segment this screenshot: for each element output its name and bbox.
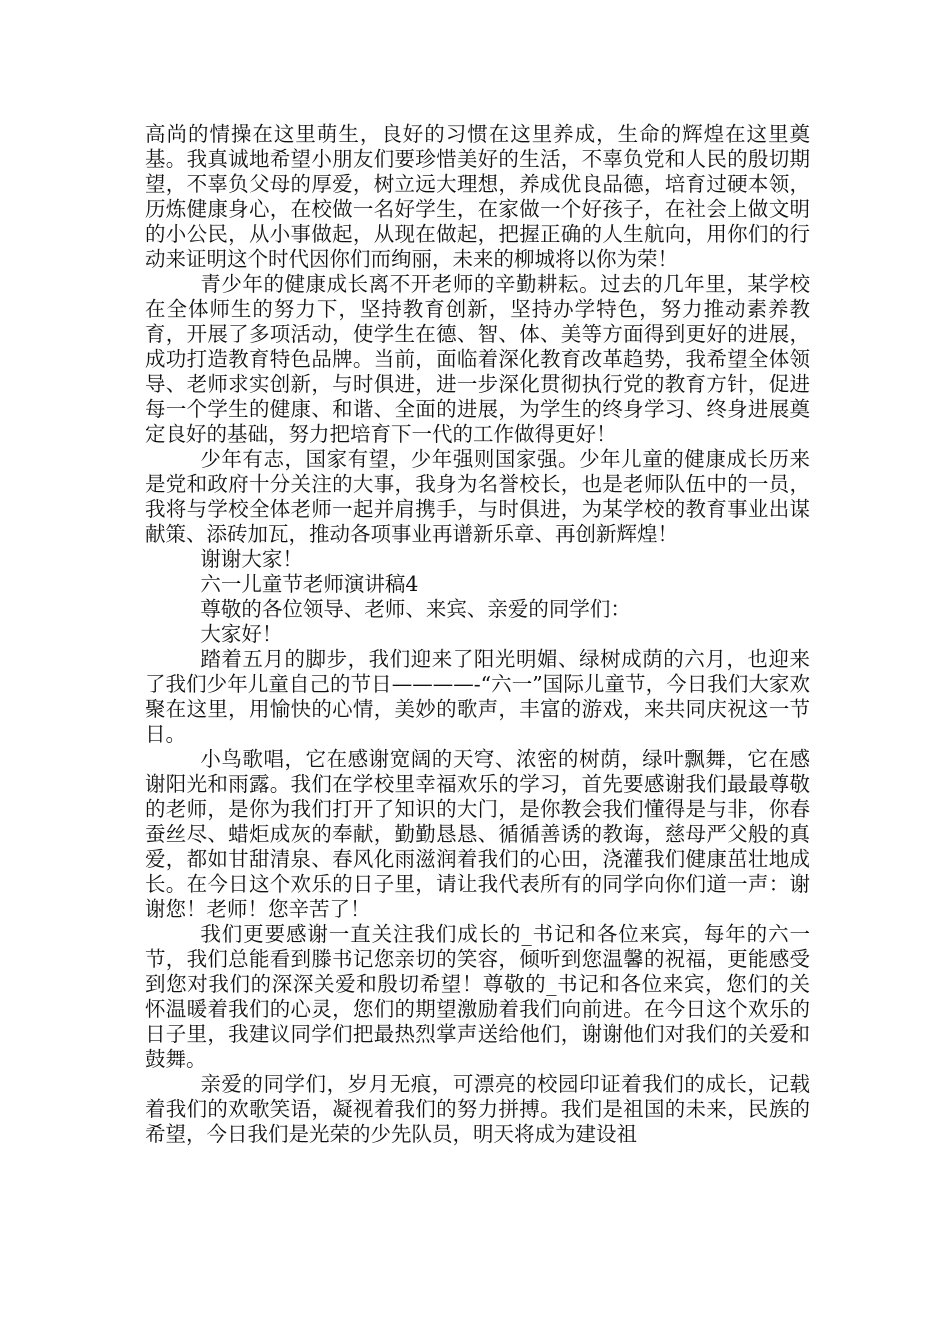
section-title: 六一儿童节老师演讲稿4 [200, 572, 419, 596]
paragraph-june: 踏着五月的脚步，我们迎来了阳光明媚、绿树成荫的六月，也迎来了我们少年儿童自己的节日————-“六一”国际儿童节，今日我们大家欢聚在这里，用愉快的心情，美妙的歌声，丰富的游戏，来共同庆祝这一节日。 [145, 647, 810, 746]
paragraph-birds: 小鸟歌唱，它在感谢宽阔的天穹、浓密的树荫，绿叶飘舞，它在感谢阳光和雨露。我们在学校里幸福欢乐的学习，首先要感谢我们最最尊敬的老师，是你为我们打开了知识的大门，是你教会我们懂得是与非，你春蚕丝尽、蜡炬成灰的奉献，勤勤恳恳、循循善诱的教诲，慈母严父般的真爱，都如甘甜清泉、春风化雨滋润着我们的心田，浇灌我们健康茁壮地成长。在今日这个欢乐的日子里，请让我代表所有的同学向你们道一声：谢谢您！老师！您辛苦了！ [145, 747, 810, 921]
paragraph-teachers: 青少年的健康成长离不开老师的辛勤耕耘。过去的几年里，某学校在全体师生的努力下，坚持教育创新，坚持办学特色，努力推动素养教育，开展了多项活动，使学生在德、智、体、美等方面得到更好的进展，成功打造教育特色品牌。当前，面临着深化教育改革趋势，我希望全体领导、老师求实创新，与时俱进，进一步深化贯彻执行党的教育方针，促进每一个学生的健康、和谐、全面的进展，为学生的终身学习、终身进展奠定良好的基础，努力把培育下一代的工作做得更好！ [145, 272, 810, 446]
salutation: 尊敬的各位领导、老师、来宾、亲爱的同学们： [200, 597, 631, 621]
paragraph-youth: 少年有志，国家有望，少年强则国家强。少年儿童的健康成长历来是党和政府十分关注的大事，我身为名誉校长，也是老师队伍中的一员，我将与学校全体老师一起并肩携手，与时俱进，为某学校的教育事业出谋献策、添砖加瓦，推动各项事业再谱新乐章、再创新辉煌！ [145, 447, 810, 546]
paragraph-continuation: 高尚的情操在这里萌生，良好的习惯在这里养成，生命的辉煌在这里奠基。我真诚地希望小朋友们要珍惜美好的生活，不辜负党和人民的殷切期望，不辜负父母的厚爱，树立远大理想，养成优良品德，培育过硬本领，历炼健康身心，在校做一名好学生，在家做一个好孩子，在社会上做文明的小公民，从小事做起，从现在做起，把握正确的人生航向，用你们的行动来证明这个时代因你们而绚丽，未来的柳城将以你为荣！ [145, 122, 810, 271]
paragraph-thanks-guests: 我们更要感谢一直关注我们成长的_书记和各位来宾，每年的六一节，我们总能看到滕书记您亲切的笑容，倾听到您温馨的祝福，更能感受到您对我们的深深关爱和殷切希望！尊敬的_书记和各位来宾，您们的关怀温暖着我们的心灵，您们的期望激励着我们向前进。在今日这个欢乐的日子里，我建议同学们把最热烈掌声送给他们，谢谢他们对我们的关爱和鼓舞。 [145, 922, 810, 1071]
greeting: 大家好！ [200, 622, 283, 646]
document-page [145, 122, 810, 1147]
closing-thanks: 谢谢大家！ [200, 547, 303, 571]
paragraph-classmates: 亲爱的同学们，岁月无痕，可漂亮的校园印证着我们的成长，记载着我们的欢歌笑语，凝视着我们的努力拼搏。我们是祖国的未来，民族的希望，今日我们是光荣的少先队员，明天将成为建设祖 [145, 1072, 810, 1146]
